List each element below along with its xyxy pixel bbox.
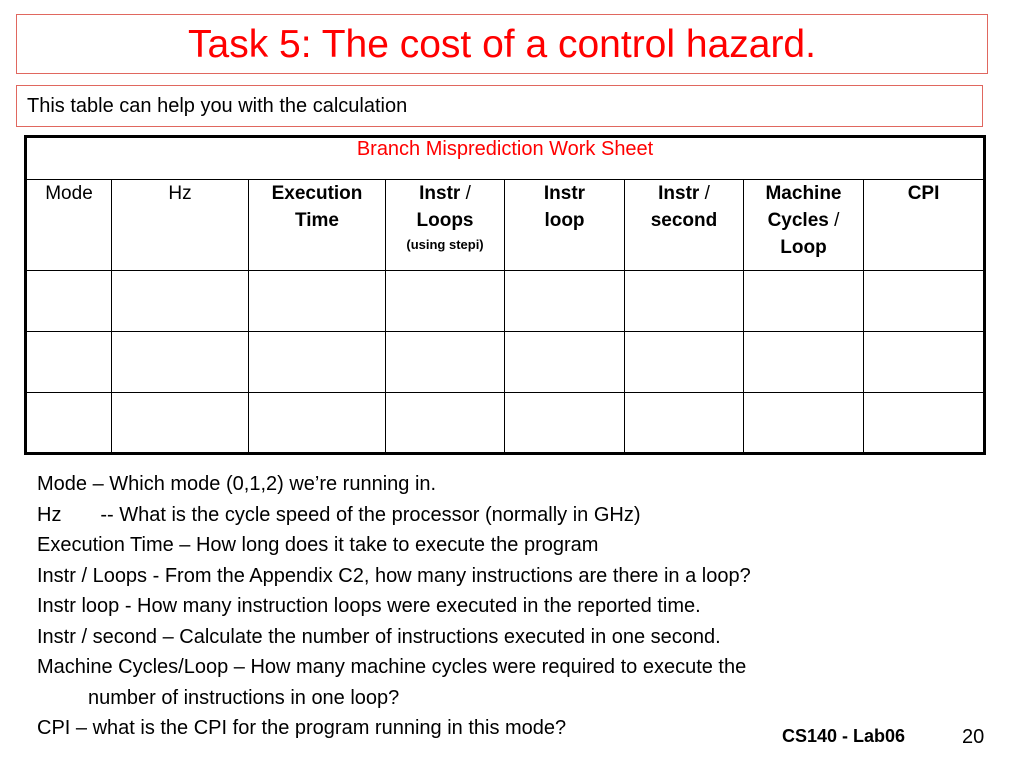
definition-machine-cycles: Machine Cycles/Loop – How many machine cycles were required to execute the — [37, 656, 747, 678]
table-cell — [26, 332, 112, 393]
slide-subtitle: This table can help you with the calculation — [27, 94, 408, 117]
header-mode: Mode — [26, 180, 112, 271]
table-cell — [864, 271, 985, 332]
definitions-list — [37, 469, 987, 744]
header-instr-loops-b: Loops — [416, 210, 474, 231]
header-mc-c: Loop — [780, 237, 827, 258]
header-hz: Hz — [112, 180, 249, 271]
table-cell — [744, 271, 864, 332]
definition-hz: Hz -- What is the cycle speed of the processor (normally in GHz) — [37, 503, 641, 526]
footer-course-label: CS140 - Lab06 — [782, 726, 906, 746]
table-cell — [249, 332, 386, 393]
header-mc-b: Cycles — [767, 210, 829, 231]
branch-misprediction-table — [24, 135, 986, 455]
table-cell — [864, 393, 985, 454]
table-row — [26, 393, 985, 454]
header-instr-loop — [505, 180, 625, 271]
table-cell — [112, 332, 249, 393]
table-cell — [26, 271, 112, 332]
table-cell — [625, 332, 744, 393]
page-number: 20 — [962, 726, 985, 748]
header-instr-sec-slash: / — [699, 183, 710, 204]
header-execution-time — [249, 180, 386, 271]
table-cell — [386, 393, 505, 454]
definition-mode: Mode – Which mode (0,1,2) we’re running in. — [37, 473, 437, 495]
definition-instr-loops: Instr / Loops - From the Appendix C2, how many instructions are there in a loop? — [37, 564, 751, 587]
header-machine-cycles-loop — [744, 180, 864, 271]
table-title: Branch Misprediction Work Sheet — [26, 137, 985, 180]
header-instr-sec-b: second — [650, 210, 718, 231]
header-cpi: CPI — [864, 180, 985, 271]
table-cell — [505, 393, 625, 454]
header-instr-loops — [386, 180, 505, 271]
table-cell — [386, 332, 505, 393]
definition-instr-loop: Instr loop - How many instruction loops were executed in the reported time. — [37, 595, 701, 617]
table-cell — [249, 271, 386, 332]
table-cell — [505, 332, 625, 393]
table-cell — [744, 393, 864, 454]
slide-subtitle-box — [16, 85, 983, 127]
slide-title: Task 5: The cost of a control hazard. — [188, 22, 816, 66]
slide-title-box — [16, 14, 988, 74]
table-cell — [26, 393, 112, 454]
header-instr-loops-slash: / — [460, 183, 471, 204]
header-exec-line1: Execution — [271, 183, 363, 204]
table-cell — [112, 393, 249, 454]
table-row — [26, 271, 985, 332]
header-mc-a: Machine — [765, 183, 842, 204]
table-cell — [112, 271, 249, 332]
table-cell — [744, 332, 864, 393]
table-cell — [864, 332, 985, 393]
header-instr-loop-a: Instr — [543, 183, 586, 204]
definition-cpi: CPI – what is the CPI for the program running in this mode? — [37, 717, 567, 739]
header-exec-line2: Time — [294, 210, 339, 231]
definition-execution-time: Execution Time – How long does it take to execute the program — [37, 534, 599, 556]
table-header-row — [26, 180, 985, 271]
header-instr-sec-a: Instr — [658, 183, 700, 204]
definition-instr-second: Instr / second – Calculate the number of instructions executed in one second. — [37, 625, 721, 648]
header-instr-loops-a: Instr — [419, 183, 461, 204]
table-cell — [625, 393, 744, 454]
table-cell — [386, 271, 505, 332]
header-instr-loops-note: (using stepi) — [406, 237, 484, 252]
table-cell — [505, 271, 625, 332]
table-title-row — [26, 137, 985, 180]
definition-machine-cycles-cont: number of instructions in one loop? — [88, 686, 400, 709]
table-row — [26, 332, 985, 393]
header-instr-loop-b: loop — [544, 210, 585, 231]
table-cell — [249, 393, 386, 454]
header-instr-second — [625, 180, 744, 271]
table-cell — [625, 271, 744, 332]
header-mc-slash: / — [828, 210, 840, 231]
